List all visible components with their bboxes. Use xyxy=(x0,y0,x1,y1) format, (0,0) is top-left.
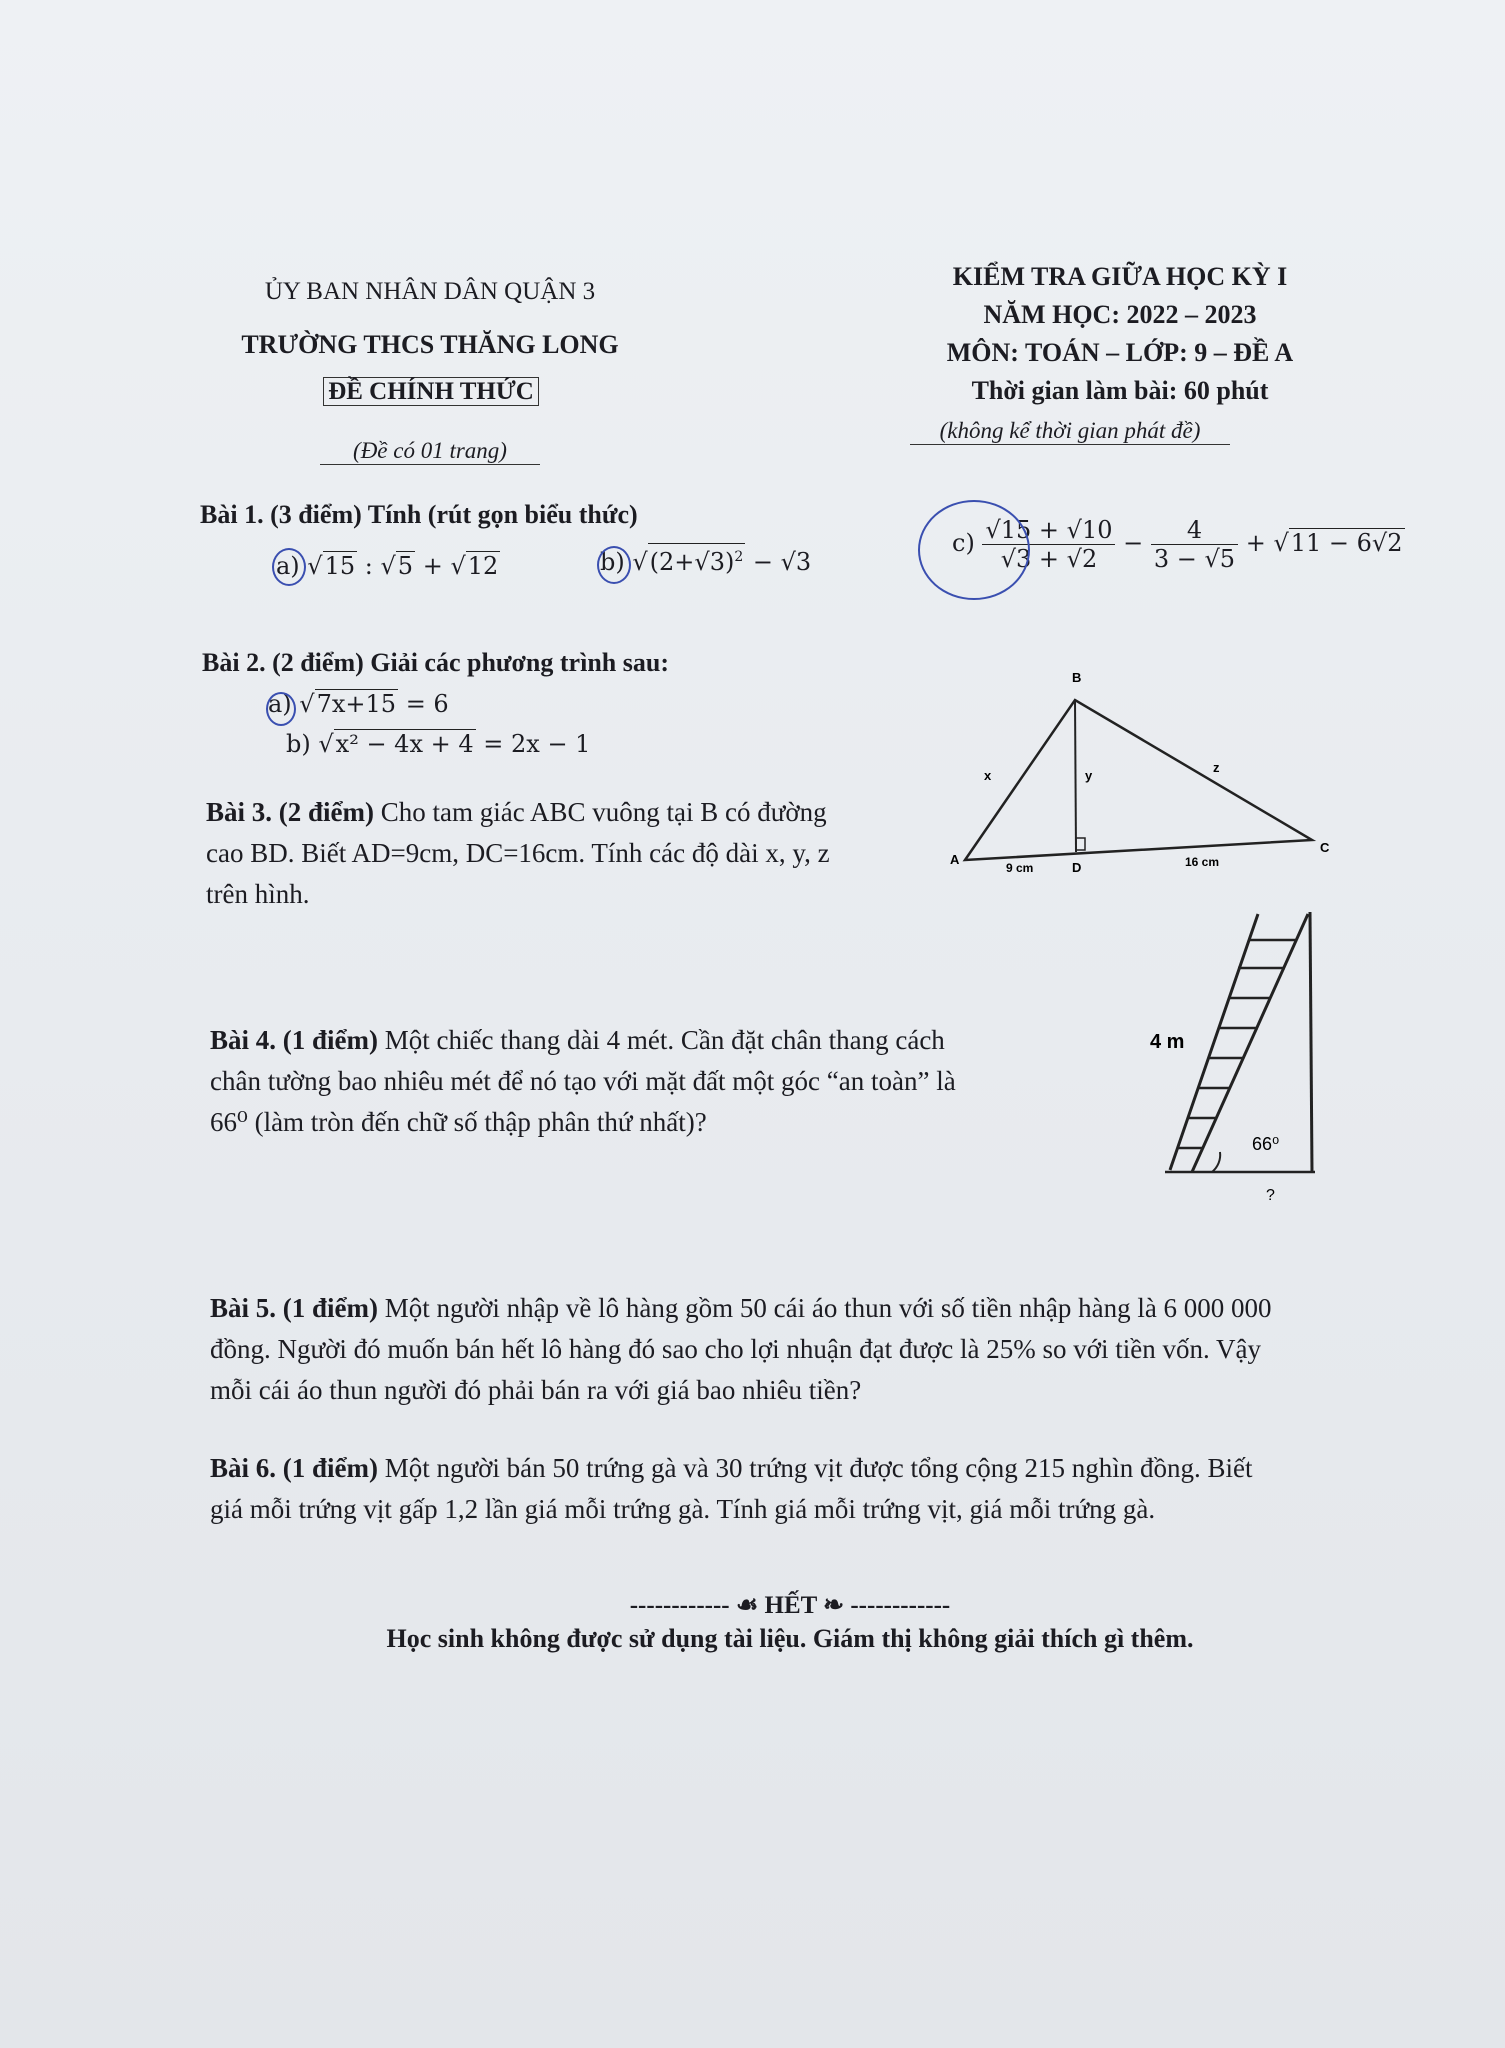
q3-text xyxy=(206,792,906,915)
q1-c-denominator: √3 + √2 xyxy=(1000,545,1098,573)
unknown-distance: ? xyxy=(1266,1187,1275,1204)
q2-b-label: b) xyxy=(286,730,311,758)
q6-head: Bài 6. (1 điểm) xyxy=(210,1453,378,1483)
ladder-figure xyxy=(1140,900,1340,1220)
school-name: TRƯỜNG THCS THĂNG LONG xyxy=(241,330,619,359)
q2-a-radicand: 7x+15 xyxy=(316,690,397,718)
label-y: y xyxy=(1085,768,1093,783)
duration: Thời gian làm bài: 60 phút xyxy=(971,376,1269,405)
wall-line xyxy=(1310,912,1312,1172)
q4-text xyxy=(210,1020,1050,1143)
ladder-rail-right xyxy=(1192,914,1308,1172)
altitude-bd xyxy=(1075,700,1076,852)
official-label-box xyxy=(305,378,557,406)
q2-a-rhs: = 6 xyxy=(405,690,449,718)
q2-b-radicand: x² − 4x + 4 xyxy=(335,730,474,758)
q1-c-pen-circle xyxy=(918,500,1030,600)
q1-c-denominator2: 3 − √5 xyxy=(1153,545,1236,573)
label-dc: 16 cm xyxy=(1185,855,1220,869)
q1-a-pen-circle xyxy=(272,548,306,586)
triangle-abc xyxy=(965,700,1312,860)
page-count: (Đề có 01 trang) xyxy=(320,438,540,465)
q6-line2: giá mỗi trứng vịt gấp 1,2 lần giá mỗi trứng gà. Tính giá mỗi trứng vịt, giá mỗi trứng gà. xyxy=(210,1494,1156,1524)
q2-b-rhs: = 2x − 1 xyxy=(483,730,591,758)
q1-b-tail: − √3 xyxy=(752,548,812,576)
q1-a: a) √15 : √5 + √12 xyxy=(276,552,499,580)
committee-name: ỦY BAN NHÂN DÂN QUẬN 3 xyxy=(264,278,596,305)
q1-a-root3: 12 xyxy=(467,552,499,580)
q1-b-inner: (2+√3) xyxy=(649,548,735,576)
label-c: C xyxy=(1320,840,1330,855)
q1-c-root: 11 − 6√2 xyxy=(1290,529,1403,557)
q5-text xyxy=(210,1288,1370,1411)
angle-arc xyxy=(1212,1152,1220,1172)
label-b: B xyxy=(1072,670,1082,685)
q1-title: Bài 1. (3 điểm) Tính (rút gọn biểu thức) xyxy=(200,500,638,529)
q2-a: a) √7x+15 = 6 xyxy=(268,690,449,718)
q6-body1: Một người bán 50 trứng gà và 30 trứng vịt được tổng cộng 215 nghìn đồng. Biết xyxy=(378,1453,1253,1483)
q1-a-label: a) xyxy=(276,552,300,580)
triangle-figure xyxy=(940,660,1340,880)
school-year: NĂM HỌC: 2022 – 2023 xyxy=(983,300,1257,329)
q1-a-op2: + xyxy=(422,552,443,580)
q5-line2: đồng. Người đó muốn bán hết lô hàng đó sao cho lợi nhuận đạt được là 25% so với tiền vốn. Vậy xyxy=(210,1334,1261,1364)
q1-b: b) $√(2+√3)^2 - √3$ xyxy=(600,548,811,576)
q5-line3: mỗi cái áo thun người đó phải bán ra với giá bao nhiêu tiền? xyxy=(210,1375,862,1405)
duration-note: (không kể thời gian phát đề) xyxy=(910,418,1230,445)
q1-a-root1: 15 xyxy=(324,552,356,580)
q1-c: c) $\frac{√15 + √10}{√3 + √2}$ − $\frac{4}{3 - √5}$ + √11 − 6√2 xyxy=(952,516,1403,573)
label-d: D xyxy=(1072,860,1082,875)
q6-text xyxy=(210,1448,1370,1530)
q1-c-plus: + xyxy=(1245,529,1266,557)
label-x: x xyxy=(984,768,992,783)
q4-angle: 66⁰ xyxy=(210,1107,248,1137)
subject-line: MÔN: TOÁN – LỚP: 9 – ĐỀ A xyxy=(946,338,1294,367)
q5-head: Bài 5. (1 điểm) xyxy=(210,1293,378,1323)
official-label: ĐỀ CHÍNH THỨC xyxy=(323,377,539,406)
q1-c-numerator2: 4 xyxy=(1151,516,1238,545)
ladder-length: 4 m xyxy=(1150,1031,1185,1053)
q1-b-exponent: 2 xyxy=(734,549,744,565)
label-ad: 9 cm xyxy=(1006,861,1034,875)
q1-c-numerator: √15 + √10 xyxy=(982,516,1115,545)
q2-a-label: a) xyxy=(268,690,292,718)
end-marker: ------------ ☙ HẾT ❧ ------------ xyxy=(629,1592,951,1619)
q1-c-minus: − xyxy=(1123,529,1144,557)
q1-a-op1: : xyxy=(364,552,373,580)
q2-title: Bài 2. (2 điểm) Giải các phương trình sau: xyxy=(202,648,669,677)
q3-body1: Cho tam giác ABC vuông tại B có đường xyxy=(374,797,827,827)
q3-line2: cao BD. Biết AD=9cm, DC=16cm. Tính các độ dài x, y, z xyxy=(206,838,830,868)
q4-line3: (làm tròn đến chữ số thập phân thứ nhất)? xyxy=(247,1107,707,1137)
q2-b: b) √x² − 4x + 4 = 2x − 1 xyxy=(286,730,591,758)
q1-b-pen-circle xyxy=(597,546,631,584)
label-a: A xyxy=(950,852,960,867)
right-angle-mark xyxy=(1076,838,1085,850)
exam-title: KIỂM TRA GIỮA HỌC KỲ I xyxy=(952,262,1288,291)
q4-body1: Một chiếc thang dài 4 mét. Cần đặt chân thang cách xyxy=(378,1025,945,1055)
ladder-angle: 66⁰ xyxy=(1252,1134,1280,1154)
q1-a-root2: 5 xyxy=(397,552,414,580)
q4-head: Bài 4. (1 điểm) xyxy=(210,1025,378,1055)
q2-a-pen-circle xyxy=(266,692,296,726)
q1-c-label: c) xyxy=(952,529,975,557)
q3-line3: trên hình. xyxy=(206,879,310,909)
q4-line2: chân tường bao nhiêu mét để nó tạo với mặt đất một góc “an toàn” là xyxy=(210,1066,956,1096)
footer-note: Học sinh không được sử dụng tài liệu. Giám thị không giải thích gì thêm. xyxy=(386,1624,1194,1653)
q5-body1: Một người nhập về lô hàng gồm 50 cái áo thun với số tiền nhập hàng là 6 000 000 xyxy=(378,1293,1272,1323)
label-z: z xyxy=(1213,760,1220,775)
q1-b-label: b) xyxy=(600,548,625,576)
q3-head: Bài 3. (2 điểm) xyxy=(206,797,374,827)
